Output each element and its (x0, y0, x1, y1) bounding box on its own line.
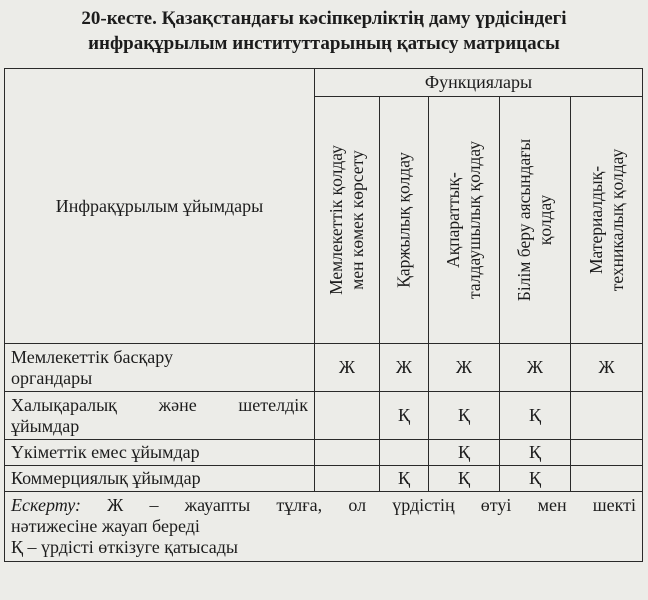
matrix-cell: Қ (380, 392, 429, 440)
matrix-cell: Ж (380, 344, 429, 392)
matrix-cell: Қ (500, 392, 571, 440)
function-header-cell (500, 97, 571, 344)
table-row (5, 466, 643, 492)
org-name: Мемлекеттік басқару органдары (5, 344, 315, 392)
matrix-cell: Қ (429, 466, 500, 492)
matrix-cell (571, 466, 643, 492)
matrix-cell (380, 440, 429, 466)
matrix-cell: Қ (429, 392, 500, 440)
matrix-cell: Қ (429, 440, 500, 466)
matrix-cell: Ж (571, 344, 643, 392)
function-header-cell (571, 97, 643, 344)
matrix-cell (315, 392, 380, 440)
function-header-cell (429, 97, 500, 344)
note-text: Ж – жауапты тұлға, ол үрдістің өтуі мен шекті (81, 495, 637, 515)
function-header-text: Материалдық- техникалық қолдау (585, 148, 627, 292)
matrix-cell (315, 466, 380, 492)
function-header-cell (315, 97, 380, 344)
matrix-cell (315, 440, 380, 466)
matrix-cell: Ж (500, 344, 571, 392)
matrix-cell: Қ (500, 466, 571, 492)
function-header-text: Мемлекеттік қолдау мен көмек көрсету (326, 145, 367, 295)
table-note (5, 492, 643, 562)
matrix-cell: Ж (429, 344, 500, 392)
org-name: Үкіметтік емес ұйымдар (5, 440, 315, 466)
note-label: Ескерту: (11, 495, 82, 515)
functions-header: Функциялары (315, 69, 643, 97)
function-header-text: Білім беру аясындағы қолдау (514, 138, 555, 302)
table-title-line2: инфрақұрылым институттарының қатысу матрицасы (88, 33, 560, 54)
table-row (5, 440, 643, 466)
infra-header: Инфрақұрылым ұйымдары (5, 69, 315, 344)
table-row (5, 392, 643, 440)
table-title (0, 6, 648, 56)
matrix-cell: Қ (500, 440, 571, 466)
note-row (5, 492, 643, 562)
function-header-text: Ақпараттық- талдаушылық қолдау (443, 141, 484, 299)
table-title-line1: 20-кесте. Қазақстандағы кәсіпкерліктің даму үрдісіндегі (81, 8, 567, 29)
matrix-cell: Қ (380, 466, 429, 492)
participation-matrix (4, 68, 643, 562)
matrix-cell (571, 440, 643, 466)
org-name: Халықаралық және шетелдік ұйымдар (5, 392, 315, 440)
note-text: нәтижесіне жауап береді (11, 516, 200, 536)
function-header-text: Қаржылық қолдау (393, 152, 414, 288)
function-header-cell (380, 97, 429, 344)
note-text: Қ – үрдісті өткізуге қатысады (11, 537, 238, 557)
org-name: Коммерциялық ұйымдар (5, 466, 315, 492)
table-row (5, 344, 643, 392)
matrix-cell: Ж (315, 344, 380, 392)
matrix-cell (571, 392, 643, 440)
